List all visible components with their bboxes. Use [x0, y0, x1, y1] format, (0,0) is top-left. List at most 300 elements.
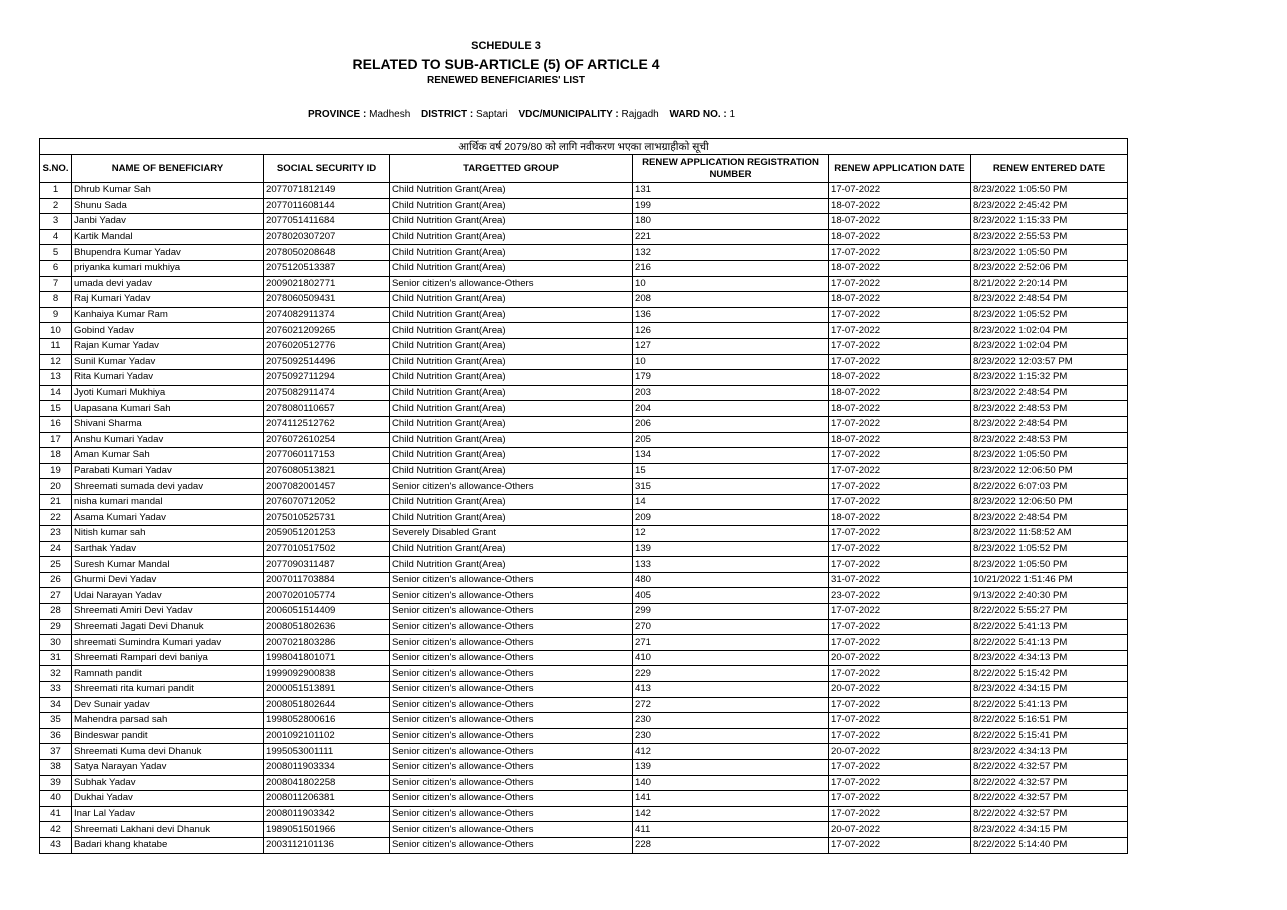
cell-appdate: 18-07-2022: [829, 229, 971, 245]
cell-appdate: 17-07-2022: [829, 494, 971, 510]
cell-name: Shreemati Jagati Devi Dhanuk: [72, 619, 264, 635]
cell-ssid: 2007021803286: [264, 635, 390, 651]
cell-appdate: 17-07-2022: [829, 448, 971, 464]
cell-sno: 40: [40, 791, 72, 807]
cell-group: Child Nutrition Grant(Area): [390, 260, 633, 276]
cell-entered: 8/23/2022 1:05:50 PM: [971, 557, 1128, 573]
table-row: [40, 338, 1128, 354]
cell-name: Shreemati Rampari devi baniya: [72, 650, 264, 666]
cell-appdate: 31-07-2022: [829, 572, 971, 588]
cell-ssid: 1998052800616: [264, 713, 390, 729]
cell-group: Senior citizen's allowance-Others: [390, 479, 633, 495]
cell-sno: 12: [40, 354, 72, 370]
cell-ssid: 2076080513821: [264, 463, 390, 479]
cell-name: shreemati Sumindra Kumari yadav: [72, 635, 264, 651]
col-header-name: NAME OF BENEFICIARY: [72, 155, 264, 183]
cell-sno: 16: [40, 416, 72, 432]
cell-ssid: 2076020512776: [264, 338, 390, 354]
cell-appdate: 20-07-2022: [829, 682, 971, 698]
cell-group: Child Nutrition Grant(Area): [390, 416, 633, 432]
cell-entered: 8/22/2022 4:32:57 PM: [971, 791, 1128, 807]
cell-ssid: 2000051513891: [264, 682, 390, 698]
col-header-sno: S.NO.: [40, 155, 72, 183]
cell-sno: 20: [40, 479, 72, 495]
cell-sno: 6: [40, 260, 72, 276]
table-row: [40, 759, 1128, 775]
cell-group: Child Nutrition Grant(Area): [390, 338, 633, 354]
col-header-regno: RENEW APPLICATION REGISTRATION NUMBER: [633, 155, 829, 183]
table-row: [40, 260, 1128, 276]
table-row: [40, 744, 1128, 760]
table-row: [40, 214, 1128, 230]
table-row: [40, 479, 1128, 495]
cell-entered: 8/23/2022 2:52:06 PM: [971, 260, 1128, 276]
beneficiaries-table: [39, 138, 1128, 854]
cell-entered: 8/23/2022 11:58:52 AM: [971, 526, 1128, 542]
cell-sno: 4: [40, 229, 72, 245]
cell-name: Shreemati Amiri Devi Yadav: [72, 604, 264, 620]
cell-regno: 126: [633, 323, 829, 339]
cell-group: Child Nutrition Grant(Area): [390, 323, 633, 339]
cell-sno: 36: [40, 728, 72, 744]
cell-regno: 131: [633, 183, 829, 199]
cell-sno: 18: [40, 448, 72, 464]
cell-entered: 8/22/2022 4:32:57 PM: [971, 775, 1128, 791]
cell-appdate: 20-07-2022: [829, 822, 971, 838]
cell-regno: 315: [633, 479, 829, 495]
cell-regno: 134: [633, 448, 829, 464]
cell-entered: 8/22/2022 5:15:41 PM: [971, 728, 1128, 744]
cell-appdate: 17-07-2022: [829, 245, 971, 261]
cell-group: Child Nutrition Grant(Area): [390, 432, 633, 448]
cell-entered: 8/22/2022 5:41:13 PM: [971, 697, 1128, 713]
cell-ssid: 2001092101102: [264, 728, 390, 744]
cell-group: Child Nutrition Grant(Area): [390, 385, 633, 401]
table-row: [40, 791, 1128, 807]
cell-regno: 209: [633, 510, 829, 526]
cell-regno: 133: [633, 557, 829, 573]
cell-regno: 228: [633, 837, 829, 853]
cell-ssid: 2077060117153: [264, 448, 390, 464]
cell-sno: 15: [40, 401, 72, 417]
cell-entered: 8/23/2022 1:02:04 PM: [971, 323, 1128, 339]
cell-sno: 14: [40, 385, 72, 401]
cell-name: Dhrub Kumar Sah: [72, 183, 264, 199]
col-header-ssid: SOCIAL SECURITY ID: [264, 155, 390, 183]
cell-group: Child Nutrition Grant(Area): [390, 292, 633, 308]
table-row: [40, 401, 1128, 417]
cell-ssid: 2077010517502: [264, 541, 390, 557]
cell-entered: 8/22/2022 4:32:57 PM: [971, 759, 1128, 775]
table-row: [40, 557, 1128, 573]
cell-group: Senior citizen's allowance-Others: [390, 604, 633, 620]
list-title: RENEWED BENEFICIARIES' LIST: [427, 75, 585, 86]
cell-group: Senior citizen's allowance-Others: [390, 759, 633, 775]
cell-entered: 8/23/2022 2:48:54 PM: [971, 292, 1128, 308]
cell-appdate: 17-07-2022: [829, 775, 971, 791]
cell-entered: 8/23/2022 1:05:52 PM: [971, 541, 1128, 557]
table-row: [40, 229, 1128, 245]
cell-ssid: 1989051501966: [264, 822, 390, 838]
cell-group: Child Nutrition Grant(Area): [390, 183, 633, 199]
cell-name: Ghurmi Devi Yadav: [72, 572, 264, 588]
cell-appdate: 17-07-2022: [829, 791, 971, 807]
cell-appdate: 17-07-2022: [829, 183, 971, 199]
cell-entered: 8/23/2022 2:48:53 PM: [971, 432, 1128, 448]
table-row: [40, 494, 1128, 510]
table-row: [40, 510, 1128, 526]
cell-name: Asama Kumari Yadav: [72, 510, 264, 526]
cell-regno: 412: [633, 744, 829, 760]
cell-regno: 132: [633, 245, 829, 261]
cell-entered: 8/23/2022 1:05:50 PM: [971, 245, 1128, 261]
cell-entered: 8/23/2022 2:48:54 PM: [971, 416, 1128, 432]
cell-sno: 42: [40, 822, 72, 838]
cell-regno: 272: [633, 697, 829, 713]
cell-entered: 8/23/2022 1:05:52 PM: [971, 307, 1128, 323]
cell-regno: 405: [633, 588, 829, 604]
cell-regno: 140: [633, 775, 829, 791]
cell-sno: 39: [40, 775, 72, 791]
table-row: [40, 432, 1128, 448]
cell-name: Bhupendra Kumar Yadav: [72, 245, 264, 261]
cell-sno: 17: [40, 432, 72, 448]
cell-ssid: 2076021209265: [264, 323, 390, 339]
cell-regno: 141: [633, 791, 829, 807]
cell-name: Raj Kumari Yadav: [72, 292, 264, 308]
cell-ssid: 2074082911374: [264, 307, 390, 323]
province-value: Madhesh: [369, 109, 411, 120]
cell-name: Shreemati sumada devi yadav: [72, 479, 264, 495]
cell-regno: 205: [633, 432, 829, 448]
cell-name: Bindeswar pandit: [72, 728, 264, 744]
table-caption-row: [40, 139, 1128, 155]
cell-ssid: 2078020307207: [264, 229, 390, 245]
cell-group: Senior citizen's allowance-Others: [390, 697, 633, 713]
table-row: [40, 650, 1128, 666]
cell-entered: 8/23/2022 2:48:54 PM: [971, 510, 1128, 526]
cell-sno: 23: [40, 526, 72, 542]
cell-appdate: 17-07-2022: [829, 635, 971, 651]
cell-sno: 26: [40, 572, 72, 588]
province-label: PROVINCE :: [308, 109, 367, 120]
cell-appdate: 20-07-2022: [829, 650, 971, 666]
table-row: [40, 775, 1128, 791]
cell-ssid: 2008051802636: [264, 619, 390, 635]
cell-ssid: 2078080110657: [264, 401, 390, 417]
cell-ssid: 2077090311487: [264, 557, 390, 573]
table-row: [40, 572, 1128, 588]
cell-sno: 24: [40, 541, 72, 557]
table-row: [40, 323, 1128, 339]
cell-ssid: 2007082001457: [264, 479, 390, 495]
table-row: [40, 183, 1128, 199]
cell-regno: 230: [633, 728, 829, 744]
table-caption: आर्थिक वर्ष 2079/80 को लागि नवीकरण भएका लाभग्राहीको सूची: [40, 139, 1128, 155]
cell-sno: 38: [40, 759, 72, 775]
cell-entered: 8/23/2022 2:55:53 PM: [971, 229, 1128, 245]
cell-regno: 10: [633, 276, 829, 292]
cell-appdate: 17-07-2022: [829, 728, 971, 744]
cell-ssid: 2075010525731: [264, 510, 390, 526]
cell-appdate: 17-07-2022: [829, 307, 971, 323]
cell-regno: 12: [633, 526, 829, 542]
cell-ssid: 2075082911474: [264, 385, 390, 401]
cell-appdate: 18-07-2022: [829, 292, 971, 308]
table-row: [40, 728, 1128, 744]
cell-group: Child Nutrition Grant(Area): [390, 557, 633, 573]
district-value: Saptari: [476, 109, 508, 120]
cell-ssid: 2008041802258: [264, 775, 390, 791]
cell-sno: 34: [40, 697, 72, 713]
cell-entered: 8/22/2022 5:16:51 PM: [971, 713, 1128, 729]
cell-entered: 8/22/2022 5:14:40 PM: [971, 837, 1128, 853]
cell-entered: 8/23/2022 1:05:50 PM: [971, 183, 1128, 199]
cell-sno: 32: [40, 666, 72, 682]
cell-sno: 11: [40, 338, 72, 354]
cell-entered: 9/13/2022 2:40:30 PM: [971, 588, 1128, 604]
cell-name: Badari khang khatabe: [72, 837, 264, 853]
cell-sno: 31: [40, 650, 72, 666]
cell-sno: 29: [40, 619, 72, 635]
cell-entered: 8/22/2022 4:32:57 PM: [971, 806, 1128, 822]
cell-ssid: 1995053001111: [264, 744, 390, 760]
cell-group: Senior citizen's allowance-Others: [390, 775, 633, 791]
cell-name: Suresh Kumar Mandal: [72, 557, 264, 573]
cell-regno: 204: [633, 401, 829, 417]
cell-regno: 142: [633, 806, 829, 822]
cell-appdate: 17-07-2022: [829, 759, 971, 775]
cell-group: Senior citizen's allowance-Others: [390, 635, 633, 651]
cell-regno: 14: [633, 494, 829, 510]
cell-name: priyanka kumari mukhiya: [72, 260, 264, 276]
cell-entered: 8/23/2022 4:34:15 PM: [971, 682, 1128, 698]
vdc-label: VDC/MUNICIPALITY :: [518, 109, 619, 120]
cell-sno: 41: [40, 806, 72, 822]
table-row: [40, 682, 1128, 698]
cell-regno: 206: [633, 416, 829, 432]
cell-sno: 33: [40, 682, 72, 698]
cell-group: Child Nutrition Grant(Area): [390, 198, 633, 214]
table-row: [40, 837, 1128, 853]
cell-name: Rajan Kumar Yadav: [72, 338, 264, 354]
cell-sno: 27: [40, 588, 72, 604]
cell-entered: 8/23/2022 1:15:33 PM: [971, 214, 1128, 230]
cell-sno: 7: [40, 276, 72, 292]
cell-ssid: 2003112101136: [264, 837, 390, 853]
cell-group: Senior citizen's allowance-Others: [390, 682, 633, 698]
table-row: [40, 697, 1128, 713]
cell-name: Sunil Kumar Yadav: [72, 354, 264, 370]
cell-ssid: 1999092900838: [264, 666, 390, 682]
cell-appdate: 17-07-2022: [829, 323, 971, 339]
cell-regno: 139: [633, 759, 829, 775]
table-row: [40, 666, 1128, 682]
cell-entered: 8/23/2022 4:34:13 PM: [971, 744, 1128, 760]
cell-group: Senior citizen's allowance-Others: [390, 650, 633, 666]
cell-name: Kartik Mandal: [72, 229, 264, 245]
cell-entered: 8/23/2022 2:48:54 PM: [971, 385, 1128, 401]
cell-appdate: 17-07-2022: [829, 666, 971, 682]
cell-entered: 8/22/2022 5:41:13 PM: [971, 619, 1128, 635]
cell-appdate: 17-07-2022: [829, 354, 971, 370]
cell-group: Senior citizen's allowance-Others: [390, 822, 633, 838]
cell-ssid: 2007011703884: [264, 572, 390, 588]
cell-entered: 8/23/2022 4:34:13 PM: [971, 650, 1128, 666]
cell-name: Udai Narayan Yadav: [72, 588, 264, 604]
cell-ssid: 2008051802644: [264, 697, 390, 713]
cell-ssid: 2077071812149: [264, 183, 390, 199]
ward-label: WARD NO. :: [669, 109, 727, 120]
cell-ssid: 2078050208648: [264, 245, 390, 261]
cell-regno: 10: [633, 354, 829, 370]
cell-entered: 8/22/2022 5:15:42 PM: [971, 666, 1128, 682]
table-row: [40, 806, 1128, 822]
cell-appdate: 18-07-2022: [829, 260, 971, 276]
cell-sno: 30: [40, 635, 72, 651]
cell-regno: 413: [633, 682, 829, 698]
cell-group: Senior citizen's allowance-Others: [390, 588, 633, 604]
table-body: [40, 183, 1128, 854]
cell-name: Shreemati rita kumari pandit: [72, 682, 264, 698]
ward-value: 1: [729, 109, 736, 120]
table-row: [40, 416, 1128, 432]
cell-ssid: 2077051411684: [264, 214, 390, 230]
cell-regno: 180: [633, 214, 829, 230]
cell-entered: 8/23/2022 2:48:53 PM: [971, 401, 1128, 417]
cell-appdate: 17-07-2022: [829, 526, 971, 542]
cell-appdate: 18-07-2022: [829, 432, 971, 448]
cell-name: Nitish kumar sah: [72, 526, 264, 542]
cell-ssid: 2074112512762: [264, 416, 390, 432]
cell-regno: 299: [633, 604, 829, 620]
cell-group: Child Nutrition Grant(Area): [390, 307, 633, 323]
cell-name: Subhak Yadav: [72, 775, 264, 791]
cell-name: Janbi Yadav: [72, 214, 264, 230]
table-row: [40, 822, 1128, 838]
cell-regno: 199: [633, 198, 829, 214]
cell-name: Dukhai Yadav: [72, 791, 264, 807]
cell-appdate: 17-07-2022: [829, 338, 971, 354]
cell-group: Senior citizen's allowance-Others: [390, 572, 633, 588]
cell-sno: 37: [40, 744, 72, 760]
district-label: DISTRICT :: [421, 109, 474, 120]
cell-appdate: 17-07-2022: [829, 416, 971, 432]
cell-regno: 127: [633, 338, 829, 354]
cell-appdate: 17-07-2022: [829, 276, 971, 292]
table-row: [40, 713, 1128, 729]
cell-appdate: 18-07-2022: [829, 385, 971, 401]
cell-appdate: 18-07-2022: [829, 214, 971, 230]
cell-appdate: 17-07-2022: [829, 463, 971, 479]
table-row: [40, 370, 1128, 386]
cell-group: Senior citizen's allowance-Others: [390, 837, 633, 853]
cell-name: Inar Lal Yadav: [72, 806, 264, 822]
cell-sno: 21: [40, 494, 72, 510]
cell-appdate: 17-07-2022: [829, 479, 971, 495]
cell-name: Ramnath pandit: [72, 666, 264, 682]
cell-name: Satya Narayan Yadav: [72, 759, 264, 775]
cell-regno: 480: [633, 572, 829, 588]
cell-appdate: 18-07-2022: [829, 401, 971, 417]
table-header-row: [40, 155, 1128, 183]
cell-sno: 19: [40, 463, 72, 479]
col-header-appdate: RENEW APPLICATION DATE: [829, 155, 971, 183]
cell-group: Child Nutrition Grant(Area): [390, 510, 633, 526]
table-row: [40, 541, 1128, 557]
cell-group: Child Nutrition Grant(Area): [390, 494, 633, 510]
cell-entered: 8/22/2022 5:41:13 PM: [971, 635, 1128, 651]
cell-name: Aman Kumar Sah: [72, 448, 264, 464]
cell-ssid: 2076070712052: [264, 494, 390, 510]
cell-entered: 8/23/2022 12:06:50 PM: [971, 463, 1128, 479]
cell-sno: 5: [40, 245, 72, 261]
schedule-title: SCHEDULE 3: [471, 40, 541, 52]
cell-appdate: 17-07-2022: [829, 604, 971, 620]
cell-ssid: 2008011903334: [264, 759, 390, 775]
cell-appdate: 17-07-2022: [829, 557, 971, 573]
cell-group: Child Nutrition Grant(Area): [390, 229, 633, 245]
cell-entered: 8/23/2022 2:45:42 PM: [971, 198, 1128, 214]
table-row: [40, 588, 1128, 604]
cell-group: Child Nutrition Grant(Area): [390, 370, 633, 386]
cell-name: Rita Kumari Yadav: [72, 370, 264, 386]
cell-appdate: 17-07-2022: [829, 837, 971, 853]
cell-entered: 8/23/2022 1:05:50 PM: [971, 448, 1128, 464]
cell-group: Child Nutrition Grant(Area): [390, 354, 633, 370]
cell-regno: 270: [633, 619, 829, 635]
cell-name: Anshu Kumari Yadav: [72, 432, 264, 448]
cell-regno: 221: [633, 229, 829, 245]
cell-group: Senior citizen's allowance-Others: [390, 713, 633, 729]
cell-sno: 25: [40, 557, 72, 573]
cell-entered: 10/21/2022 1:51:46 PM: [971, 572, 1128, 588]
cell-regno: 139: [633, 541, 829, 557]
cell-entered: 8/22/2022 5:55:27 PM: [971, 604, 1128, 620]
cell-name: Mahendra parsad sah: [72, 713, 264, 729]
cell-regno: 411: [633, 822, 829, 838]
cell-regno: 208: [633, 292, 829, 308]
cell-ssid: 2059051201253: [264, 526, 390, 542]
cell-entered: 8/22/2022 6:07:03 PM: [971, 479, 1128, 495]
cell-sno: 10: [40, 323, 72, 339]
cell-entered: 8/23/2022 4:34:15 PM: [971, 822, 1128, 838]
cell-regno: 410: [633, 650, 829, 666]
cell-group: Child Nutrition Grant(Area): [390, 401, 633, 417]
cell-group: Senior citizen's allowance-Others: [390, 276, 633, 292]
cell-ssid: 2008011903342: [264, 806, 390, 822]
cell-entered: 8/23/2022 1:15:32 PM: [971, 370, 1128, 386]
cell-ssid: 2075120513387: [264, 260, 390, 276]
cell-name: Jyoti Kumari Mukhiya: [72, 385, 264, 401]
cell-group: Senior citizen's allowance-Others: [390, 744, 633, 760]
cell-group: Senior citizen's allowance-Others: [390, 728, 633, 744]
cell-group: Child Nutrition Grant(Area): [390, 214, 633, 230]
cell-appdate: 17-07-2022: [829, 697, 971, 713]
article-title: RELATED TO SUB-ARTICLE (5) OF ARTICLE 4: [352, 56, 660, 72]
cell-sno: 13: [40, 370, 72, 386]
cell-ssid: 2008011206381: [264, 791, 390, 807]
table-row: [40, 354, 1128, 370]
col-header-group: TARGETTED GROUP: [390, 155, 633, 183]
location-line: [308, 109, 743, 120]
cell-group: Child Nutrition Grant(Area): [390, 448, 633, 464]
cell-appdate: 18-07-2022: [829, 510, 971, 526]
cell-ssid: 2075092711294: [264, 370, 390, 386]
cell-ssid: 2076072610254: [264, 432, 390, 448]
cell-ssid: 2078060509431: [264, 292, 390, 308]
cell-ssid: 2075092514496: [264, 354, 390, 370]
